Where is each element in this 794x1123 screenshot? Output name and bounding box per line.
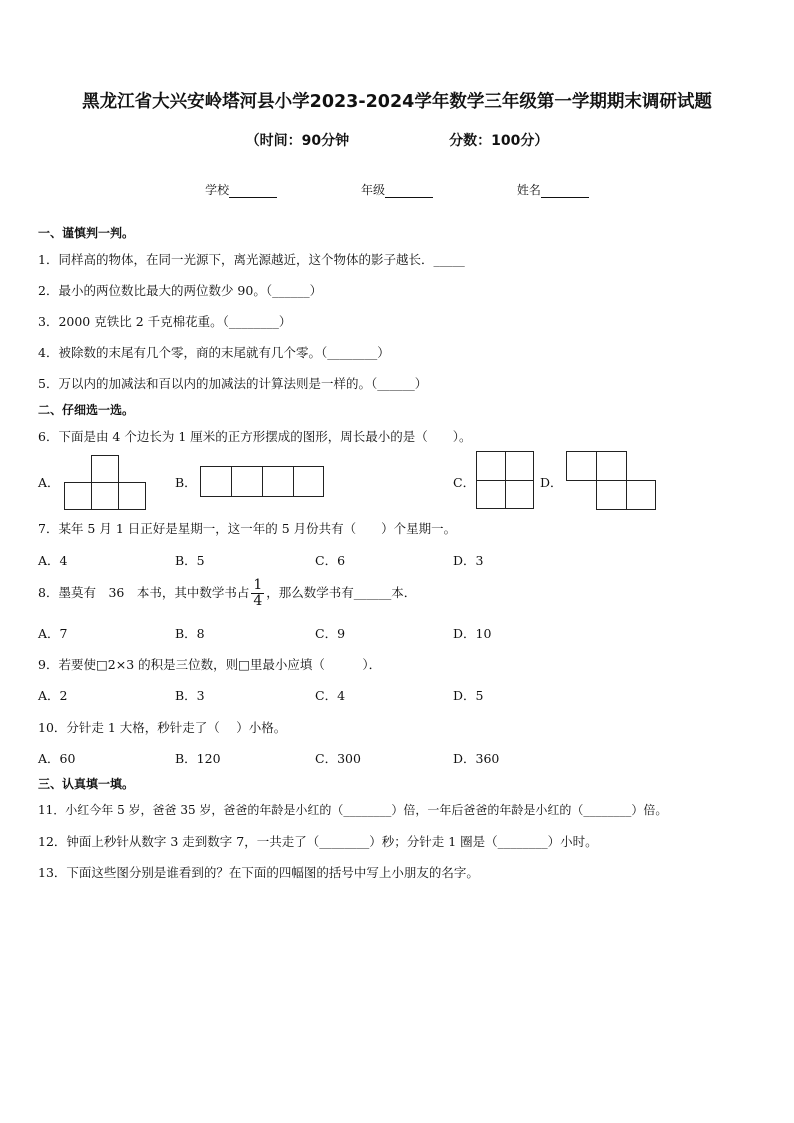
question-1: 1．同样高的物体，在同一光源下，离光源越近，这个物体的影子越长．_____ — [38, 252, 465, 267]
q10-option-b[interactable]: B．120 — [175, 751, 221, 766]
question-7: 7．某年 5 月 1 日正好是星期一，这一年的 5 月份共有（ ）个星期一。 — [38, 521, 457, 536]
name-blank[interactable] — [541, 185, 589, 198]
section3-title: 三、认真填一填。 — [38, 777, 135, 791]
grade-blank[interactable] — [385, 185, 433, 198]
q6-figure-d[interactable] — [566, 451, 656, 510]
question-12: 12．钟面上秒针从数字 3 走到数字 7，一共走了（________）秒；分针走 1 圈是（________）小时。 — [38, 834, 598, 849]
q6-option-a-label: A． — [38, 475, 60, 490]
q7-option-b[interactable]: B．5 — [175, 553, 205, 568]
q6-option-b-label: B． — [175, 475, 197, 490]
question-10: 10．分针走 1 大格，秒针走了（ ）小格。 — [38, 720, 287, 735]
q8-fraction — [251, 578, 264, 609]
student-info — [0, 181, 794, 198]
q6-option-c-label: C． — [453, 475, 476, 490]
q9-option-b[interactable]: B．3 — [175, 688, 205, 703]
question-8 — [38, 578, 416, 609]
q8-option-c[interactable]: C．9 — [315, 626, 346, 641]
q7-option-a[interactable]: A．4 — [38, 553, 68, 568]
q6-figure-b[interactable] — [200, 466, 324, 497]
q10-option-c[interactable]: C．300 — [315, 751, 361, 766]
grade-label: 年级 — [360, 183, 385, 197]
question-5: 5．万以内的加减法和百以内的加减法的计算法则是一样的。（______） — [38, 376, 428, 391]
q10-option-a[interactable]: A．60 — [38, 751, 76, 766]
q8-option-a[interactable]: A．7 — [38, 626, 68, 641]
school-field — [205, 181, 277, 198]
q7-option-c[interactable]: C．6 — [315, 553, 346, 568]
q8-numerator: 1 — [253, 577, 263, 593]
q8-denominator: 4 — [253, 593, 263, 609]
section1-title: 一、谨慎判一判。 — [38, 226, 135, 240]
q8-text-after: ，那么数学书有______本． — [266, 585, 417, 600]
name-label: 姓名 — [516, 183, 541, 197]
q9-option-c[interactable]: C．4 — [315, 688, 346, 703]
school-blank[interactable] — [229, 185, 277, 198]
grade-field — [361, 181, 433, 198]
question-6: 6．下面是由 4 个边长为 1 厘米的正方形摆成的图形，周长最小的是（ ）。 — [38, 429, 472, 444]
q6-figure-c[interactable] — [476, 451, 534, 509]
question-9: 9．若要使□2×3 的积是三位数，则□里最小应填（ ）． — [38, 657, 382, 672]
time-limit: （时间：90分钟 — [245, 133, 350, 149]
q8-text-before: 8．墨莫有 36 本书，其中数学书占 — [38, 585, 250, 600]
question-3: 3．2000 克铁比 2 千克棉花重。（________） — [38, 314, 292, 329]
q9-option-d[interactable]: D．5 — [453, 688, 484, 703]
school-label: 学校 — [205, 183, 230, 197]
section2-title: 二、仔细选一选。 — [38, 403, 135, 417]
q6-figure-a[interactable] — [64, 455, 146, 511]
exam-title: 黑龙江省大兴安岭塔河县小学2023-2024学年数学三年级第一学期期末调研试题 — [82, 92, 712, 112]
question-4: 4．被除数的末尾有几个零，商的末尾就有几个零。（________） — [38, 345, 390, 360]
q8-option-b[interactable]: B．8 — [175, 626, 205, 641]
q8-option-d[interactable]: D．10 — [453, 626, 492, 641]
q7-option-d[interactable]: D．3 — [453, 553, 484, 568]
exam-subtitle — [0, 130, 794, 150]
total-score: 分数：100分） — [449, 133, 549, 149]
q9-option-a[interactable]: A．2 — [38, 688, 68, 703]
question-2: 2．最小的两位数比最大的两位数少 90。（______） — [38, 283, 323, 298]
q6-option-d-label: D． — [540, 475, 563, 490]
question-11: 11．小红今年 5 岁，爸爸 35 岁，爸爸的年龄是小红的（________）倍，一年后爸爸的年龄是小红的（________）倍。 — [38, 803, 668, 817]
question-13: 13．下面这些图分别是谁看到的？在下面的四幅图的括号中写上小朋友的名字。 — [38, 865, 479, 880]
name-field — [517, 181, 589, 198]
q10-option-d[interactable]: D．360 — [453, 751, 500, 766]
